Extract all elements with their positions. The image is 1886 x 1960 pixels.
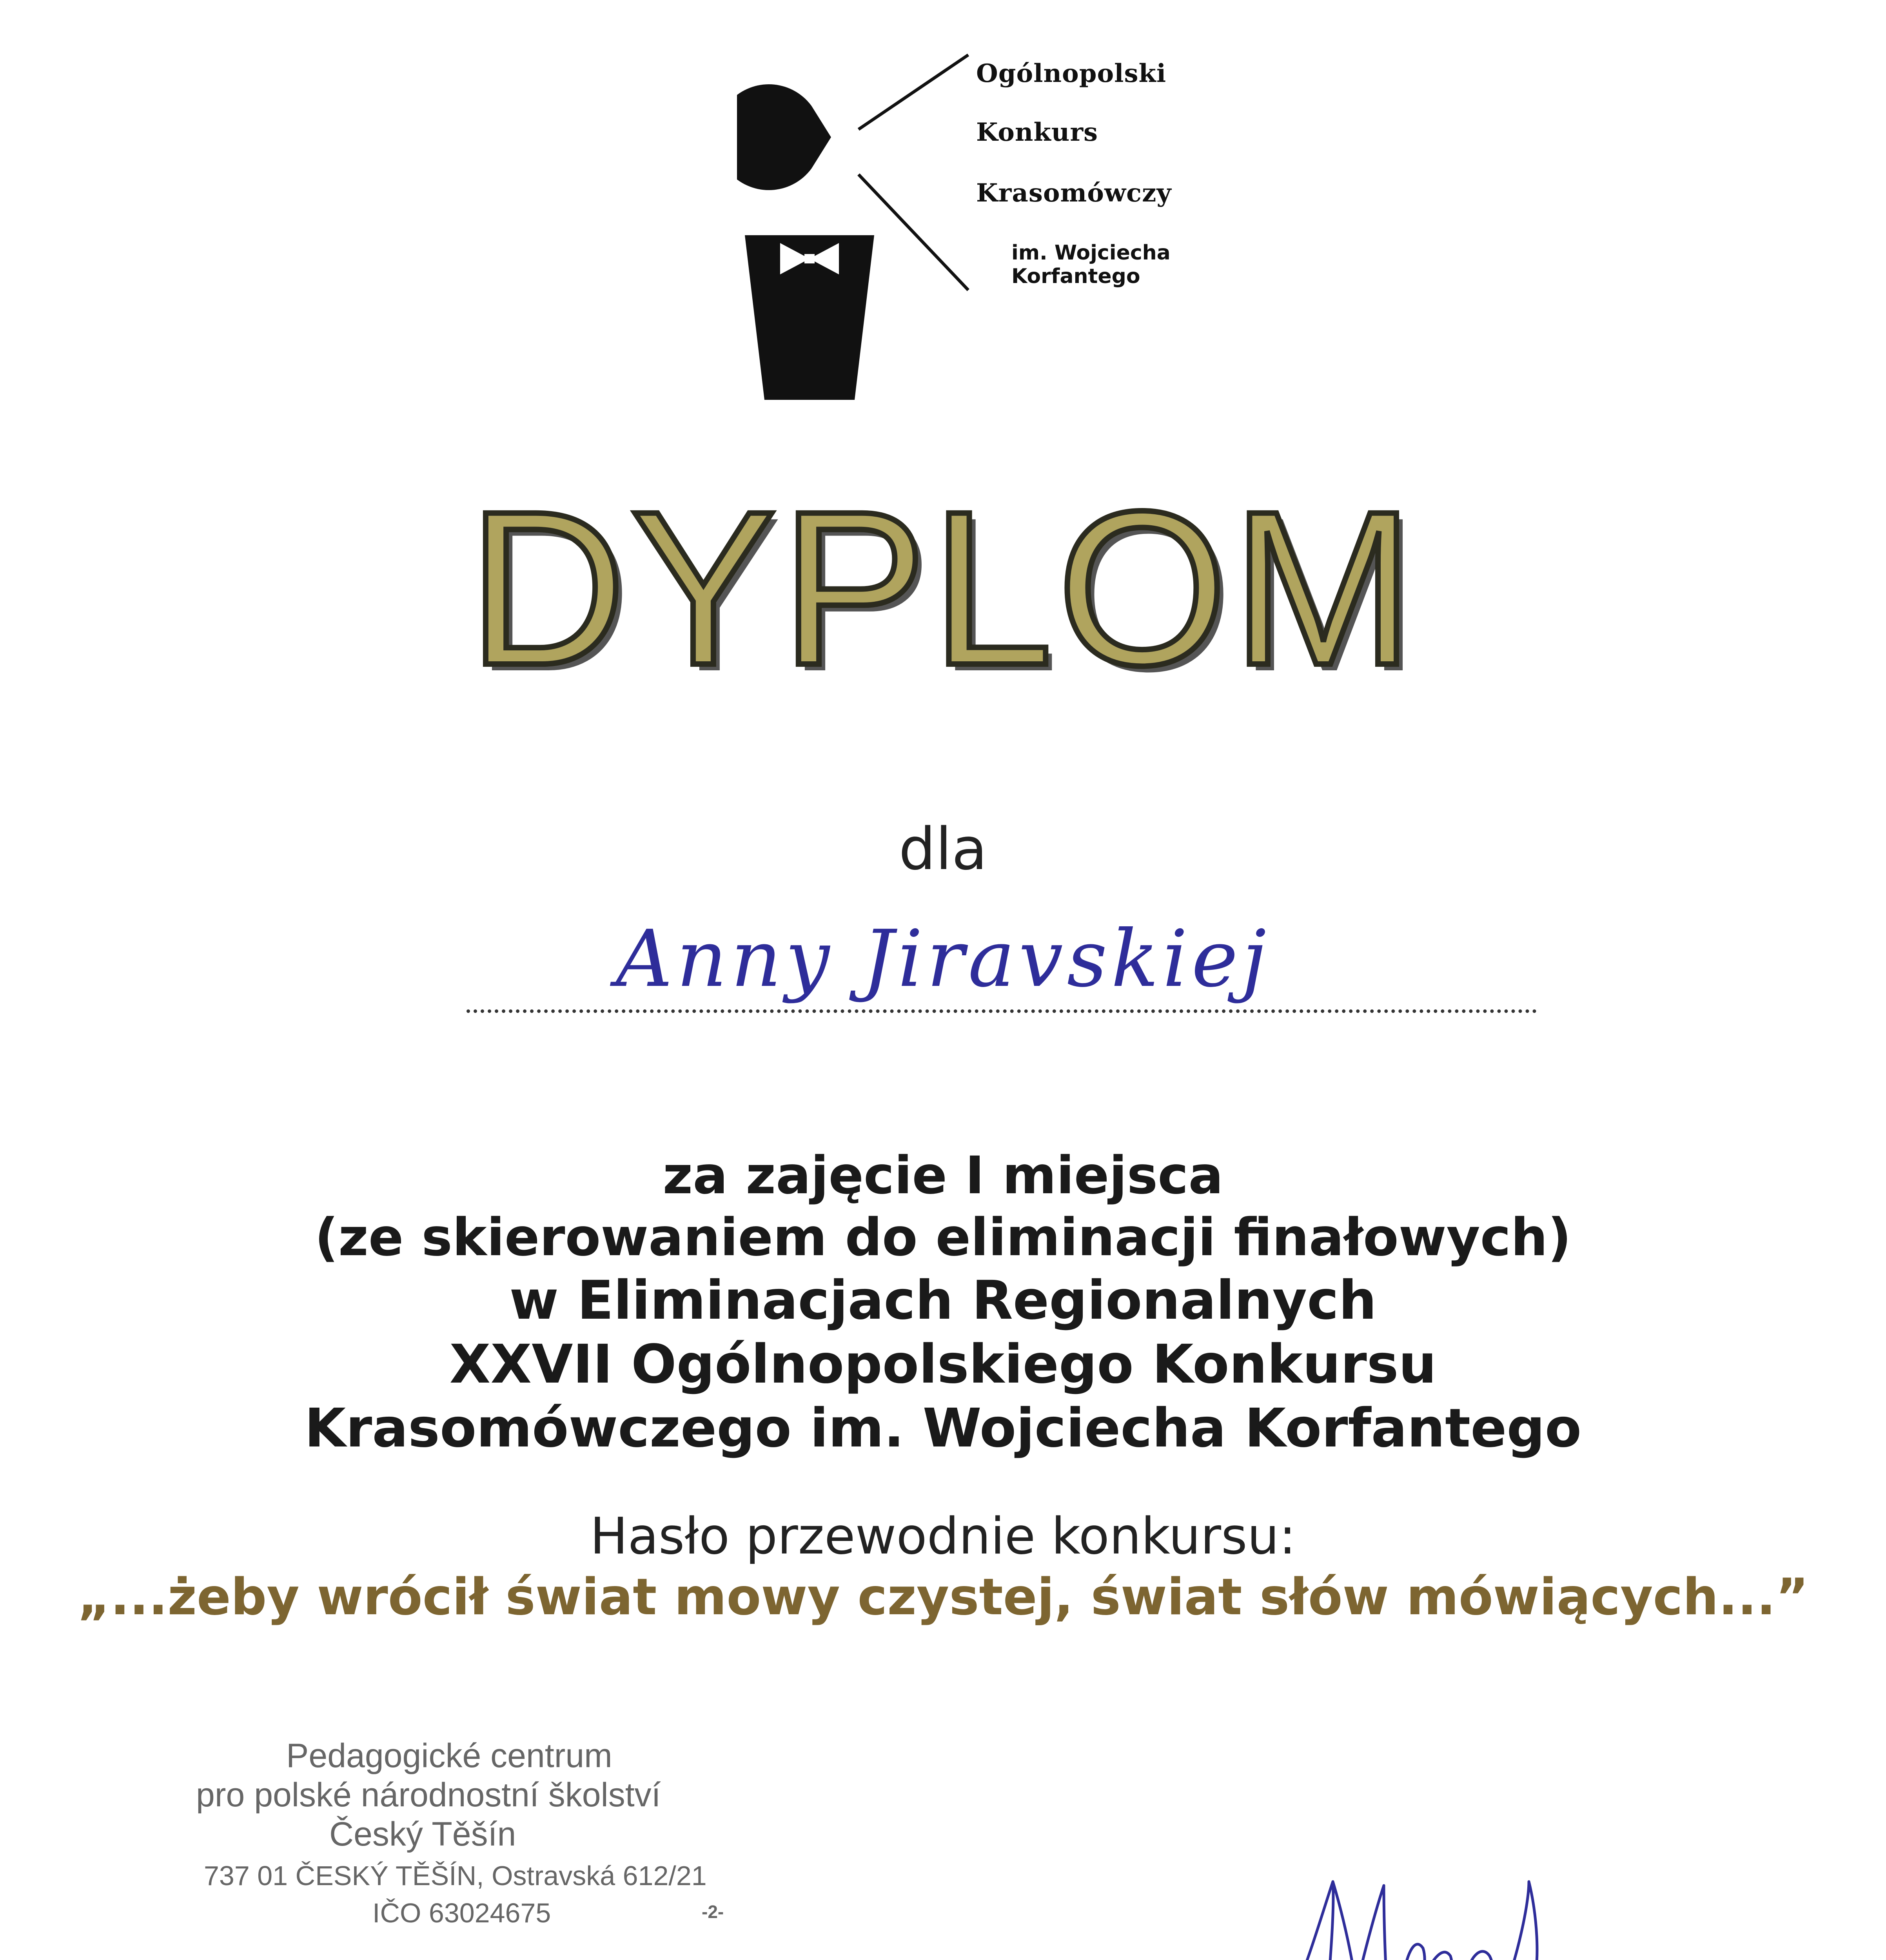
logo-title-line-3: Krasomówczy xyxy=(976,178,1172,208)
speaker-silhouette-icon xyxy=(737,39,1286,416)
institution-stamp xyxy=(180,1737,808,1940)
stamp-line-4: 737 01 ČESKÝ TĚŠÍN, Ostravská 612/21 xyxy=(204,1860,707,1891)
stamp-line-1: Pedagogické centrum xyxy=(286,1737,612,1775)
signature-image xyxy=(1286,1858,1552,1960)
award-line-1: za zajęcie I miejsca xyxy=(663,1145,1223,1206)
recipient-name: Anny Jiravskiej xyxy=(616,913,1270,1005)
logo-title-line-1: Ogólnopolski xyxy=(976,59,1167,88)
motto-label: Hasło przewodnie konkursu: xyxy=(590,1507,1296,1566)
award-line-4: XXVII Ogólnopolskiego Konkursu xyxy=(449,1333,1437,1396)
logo-subtitle: im. Wojciecha Korfantego xyxy=(1011,241,1171,288)
stamp-line-5: IČO 63024675 xyxy=(372,1898,551,1928)
award-text xyxy=(0,1145,1886,1461)
stamp-line-2: pro polské národnostní školství xyxy=(196,1776,661,1814)
award-line-3: w Eliminacjach Regionalnych xyxy=(509,1269,1377,1332)
stamp-mark: -2- xyxy=(702,1902,724,1922)
award-line-2: (ze skierowaniem do eliminacji finałowych) xyxy=(314,1207,1572,1268)
award-line-5: Krasomówczego im. Wojciecha Korfantego xyxy=(304,1397,1582,1460)
name-dotted-line xyxy=(467,1009,1537,1013)
motto-text: „...żeby wrócił świat mowy czystej, świat słów mówiących...” xyxy=(77,1568,1809,1626)
contest-logo xyxy=(737,39,1286,416)
for-label: dla xyxy=(899,815,987,883)
stamp-line-3: Český Těšín xyxy=(329,1815,516,1853)
logo-title-line-2: Konkurs xyxy=(976,118,1098,147)
diploma-title: DYPLOM xyxy=(468,465,1418,711)
